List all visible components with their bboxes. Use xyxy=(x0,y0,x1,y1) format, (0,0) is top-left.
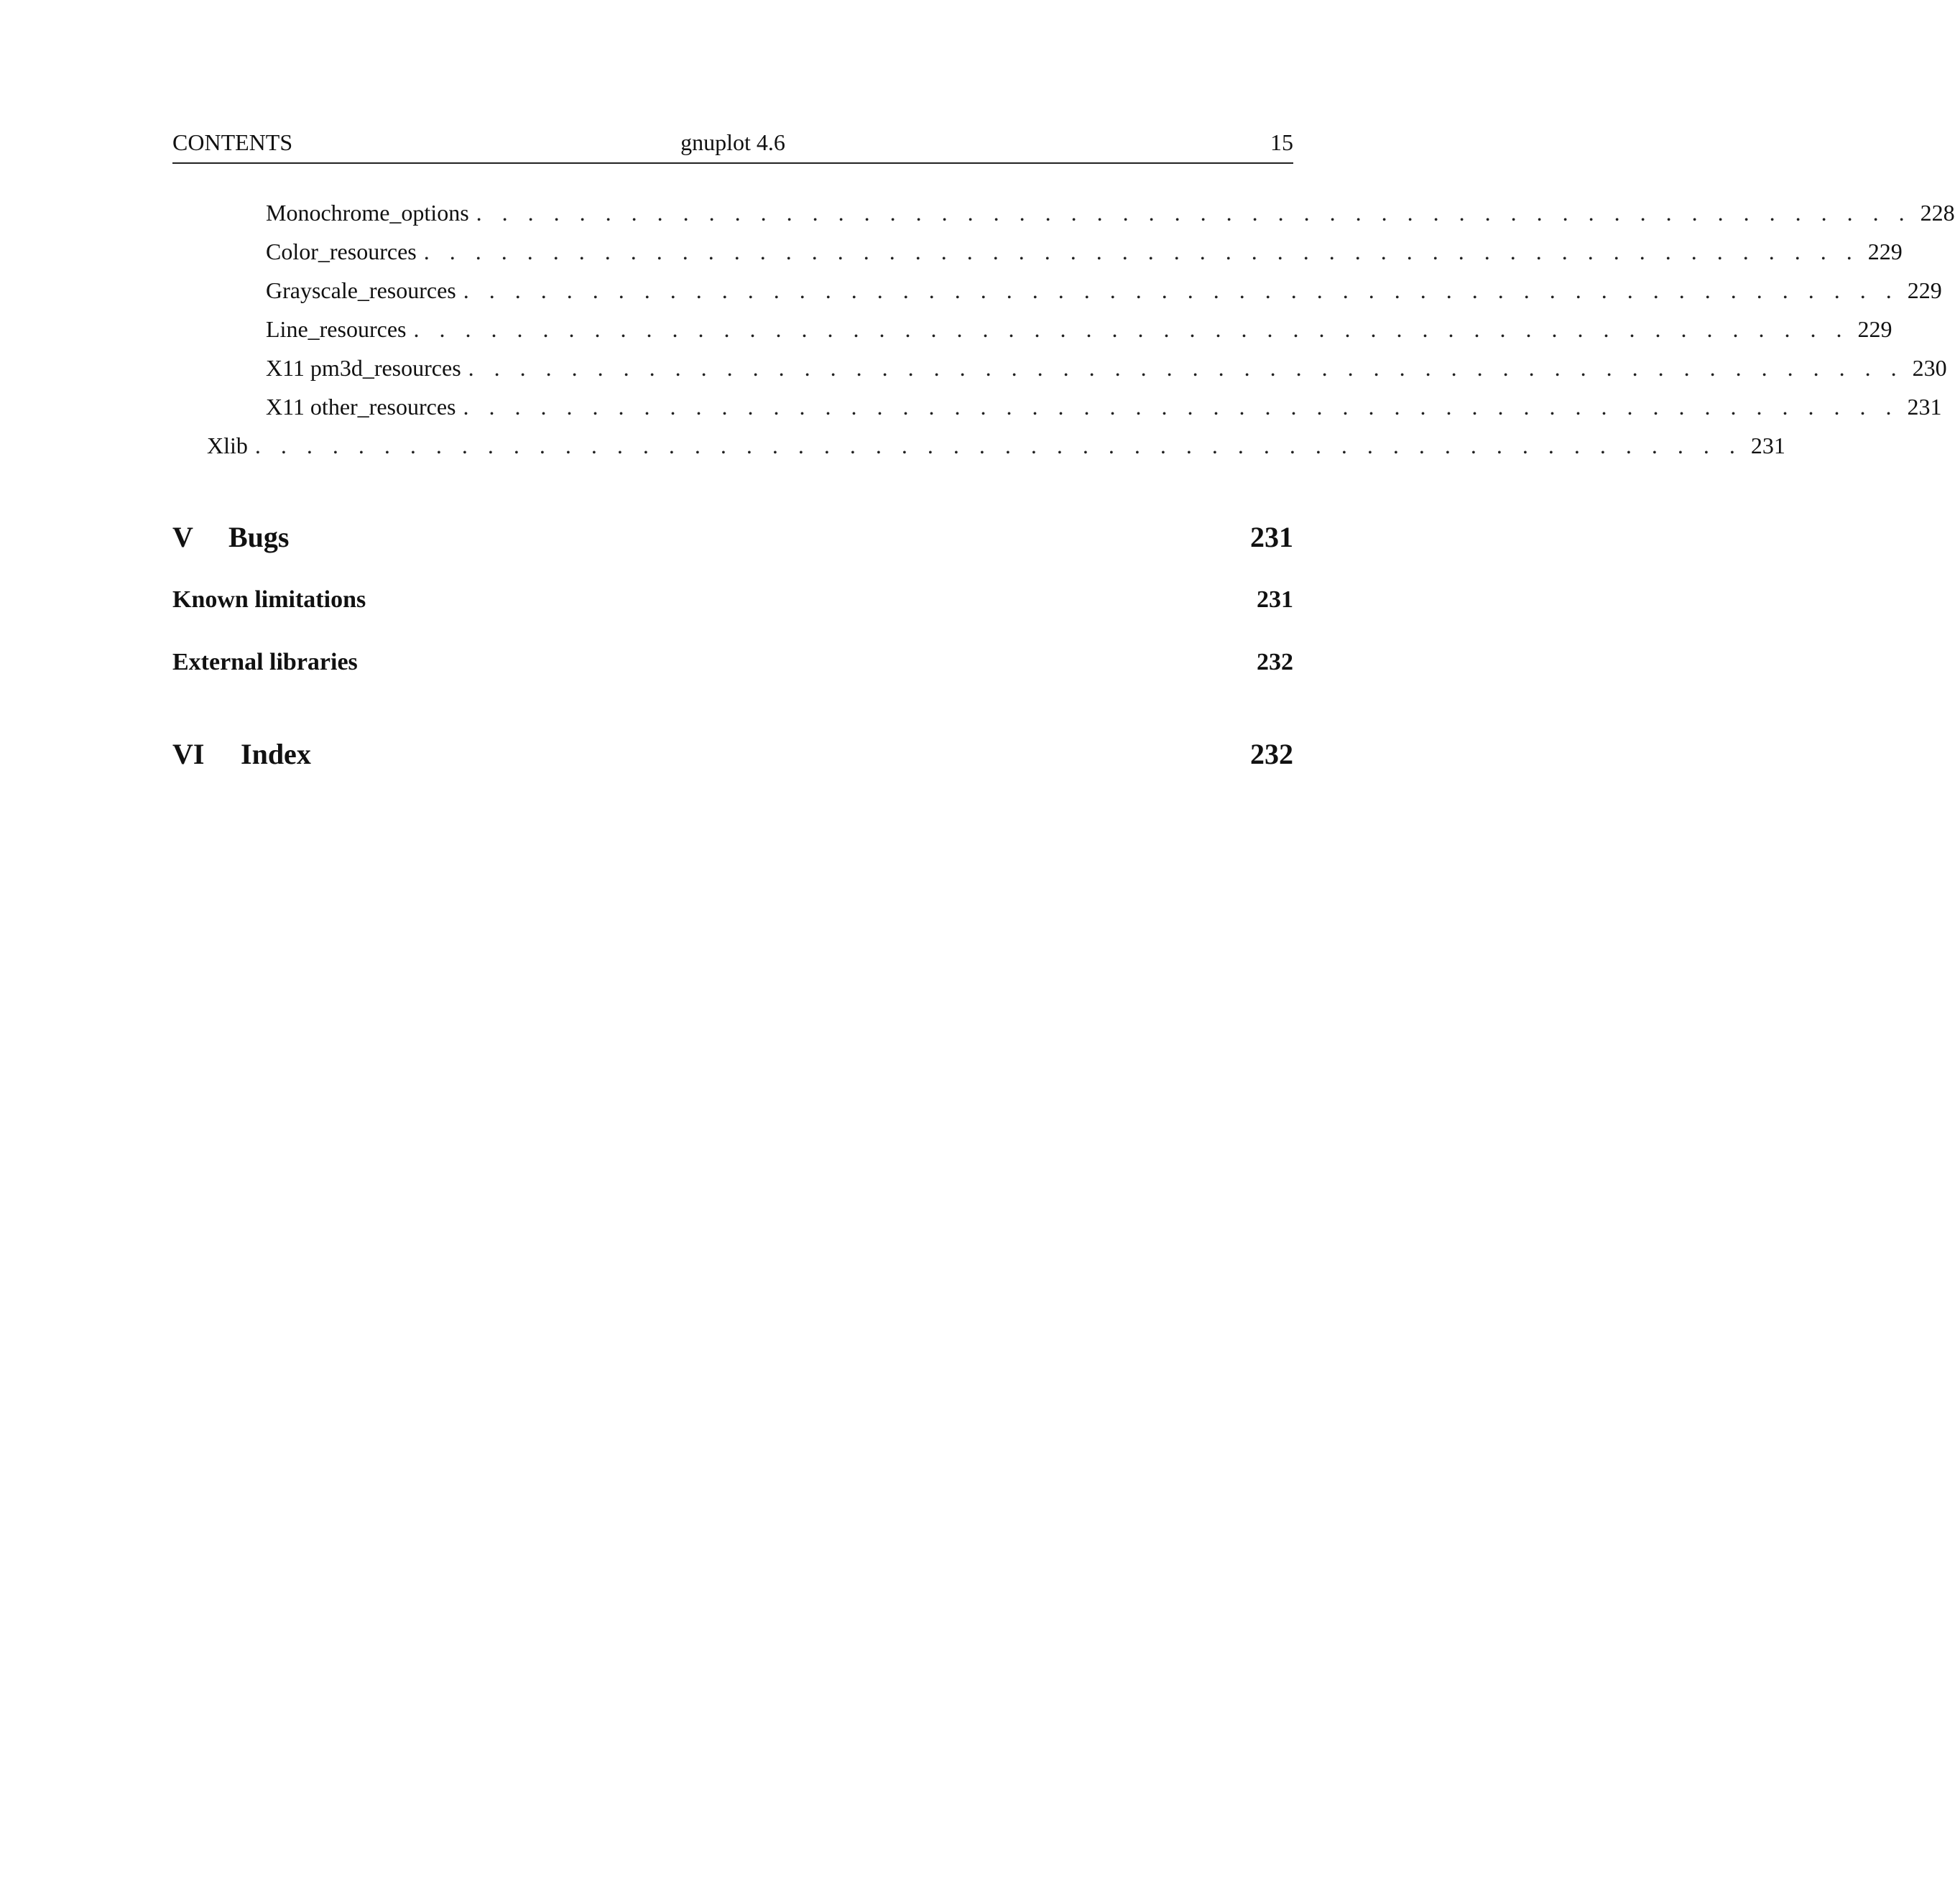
toc-entry[interactable] xyxy=(266,277,1942,309)
toc-entry[interactable] xyxy=(266,355,1947,387)
toc-entry-title: Monochrome_options xyxy=(266,200,469,226)
toc-entry-page: 228 xyxy=(1920,200,1955,226)
toc-entry[interactable] xyxy=(266,394,1942,425)
toc-entry[interactable] xyxy=(266,239,1903,270)
part-page: 232 xyxy=(1250,738,1293,770)
toc-leader-dots: . . . . . . . . . . . . . . . . . . . . . . . . . . . . . . . . . . . . . . . . . . . . . . . . . . . . . . . . xyxy=(463,277,1899,303)
toc-entry-title: Line_resources xyxy=(266,316,407,342)
toc-leader-dots: . . . . . . . . . . . . . . . . . . . . . . . . . . . . . . . . . . . . . . . . . . . . . . . . . . . . . . . . xyxy=(413,316,1849,342)
part-title: Index xyxy=(241,738,311,770)
toc-leader-dots: . . . . . . . . . . . . . . . . . . . . . . . . . . . . . . . . . . . . . . . . . . . . . . . . . . . . . . . . xyxy=(423,239,1859,264)
toc-entry-title: X11 pm3d_resources xyxy=(266,355,461,381)
chapter-page: 232 xyxy=(1257,649,1293,675)
toc-chapter-external-libraries[interactable] xyxy=(172,649,1293,676)
toc-entry[interactable] xyxy=(266,316,1892,348)
toc-entry-page: 230 xyxy=(1912,355,1947,381)
chapter-title: Known limitations xyxy=(172,586,366,613)
header-document-title: gnuplot 4.6 xyxy=(680,129,785,155)
toc-leader-dots: . . . . . . . . . . . . . . . . . . . . . . . . . . . . . . . . . . . . . . . . . . . . . . . . . . . . . . . . xyxy=(468,355,1904,381)
part-number: VI xyxy=(172,738,205,770)
part-title: Bugs xyxy=(228,521,290,553)
toc-entry-page: 231 xyxy=(1750,433,1785,458)
toc-leader-dots: . . . . . . . . . . . . . . . . . . . . . . . . . . . . . . . . . . . . . . . . . . . . . . . . . . . . . . . . xyxy=(463,394,1899,420)
toc-part-index[interactable] xyxy=(172,737,1293,771)
part-number: V xyxy=(172,521,193,553)
toc-entry[interactable] xyxy=(207,433,1785,464)
toc-entry-title: Grayscale_resources xyxy=(266,277,456,303)
part-page: 231 xyxy=(1250,521,1293,553)
toc-entry-title: Xlib xyxy=(207,433,248,458)
toc-part-bugs[interactable] xyxy=(172,520,1293,554)
page-header xyxy=(172,129,1293,164)
chapter-title: External libraries xyxy=(172,649,358,675)
toc-entry-page: 231 xyxy=(1907,394,1942,420)
toc-entry-page: 229 xyxy=(1857,316,1892,342)
chapter-page: 231 xyxy=(1257,586,1293,613)
header-page-number: 15 xyxy=(1270,129,1293,155)
toc-leader-dots: . . . . . . . . . . . . . . . . . . . . . . . . . . . . . . . . . . . . . . . . . . . . . . . . . . . . . . . . xyxy=(476,200,1912,226)
toc-entry-page: 229 xyxy=(1907,277,1942,303)
toc-entry-title: X11 other_resources xyxy=(266,394,456,420)
header-section-label: CONTENTS xyxy=(172,129,293,155)
toc-entry[interactable] xyxy=(266,200,1955,231)
toc-chapter-known-limitations[interactable] xyxy=(172,586,1293,614)
toc-entry-title: Color_resources xyxy=(266,239,417,264)
toc-entry-page: 229 xyxy=(1867,239,1903,264)
toc-leader-dots: . . . . . . . . . . . . . . . . . . . . . . . . . . . . . . . . . . . . . . . . . . . . . . . . . . . . . . . . . . xyxy=(254,433,1742,458)
